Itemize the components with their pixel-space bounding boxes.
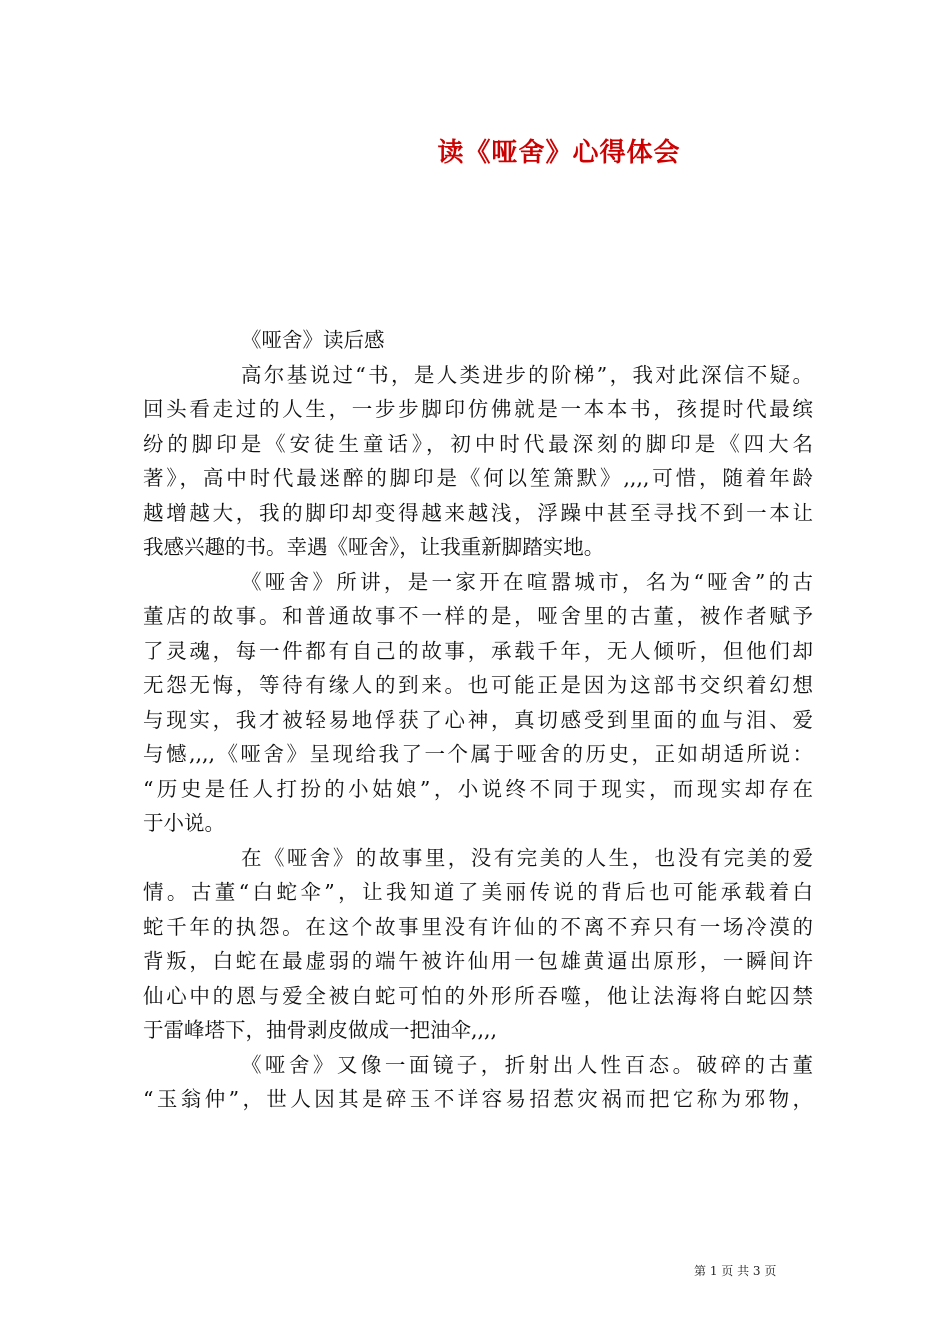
text-line: 蛇千年的执怨。在这个故事里没有许仙的不离不弃只有一场冷漠的 [143, 914, 813, 939]
text-line: 高尔基说过“书，是人类进步的阶梯”，我对此深信不疑。 [241, 362, 813, 387]
text-line: 于小说。 [143, 811, 225, 835]
page-number-footer: 第 1 页 共 3 页 [694, 1264, 777, 1278]
text-line: 《哑舍》又像一面镜子，折射出人性百态。破碎的古董 [241, 1052, 813, 1077]
text-line: “历史是任人打扮的小姑娘”，小说终不同于现实，而现实却存在 [143, 776, 813, 801]
text-line: 于雷峰塔下，抽骨剥皮做成一把油伞,,,, [143, 1018, 498, 1042]
paragraph-1 [143, 358, 813, 565]
text-line: 回头看走过的人生，一步步脚印仿佛就是一本本书，孩提时代最缤 [143, 397, 813, 421]
text-line: 《哑舍》所讲，是一家开在喧嚣城市，名为“哑舍”的古 [241, 569, 813, 594]
paragraph-2 [143, 565, 813, 841]
text-line: 与憾,,,,《哑舍》呈现给我了一个属于哑舍的历史，正如胡适所说： [143, 742, 813, 766]
paragraph-3 [143, 841, 813, 1048]
text-line: 情。古董“白蛇伞”，让我知道了美丽传说的背后也可能承载着白 [143, 880, 813, 904]
text-line: “玉翁仲”，世人因其是碎玉不详容易招惹灾祸而把它称为邪物， [143, 1087, 813, 1111]
page-title: 读《哑舍》心得体会 [437, 138, 681, 168]
text-line: 无怨无悔，等待有缘人的到来。也可能正是因为这部书交织着幻想 [143, 673, 813, 697]
text-line: 与现实，我才被轻易地俘获了心神，真切感受到里面的血与泪、爱 [143, 707, 813, 732]
text-line: 背叛，白蛇在最虚弱的端午被许仙用一包雄黄逼出原形，一瞬间许 [143, 949, 813, 973]
text-line: 纷的脚印是《安徒生童话》，初中时代最深刻的脚印是《四大名 [143, 431, 813, 456]
text-line: 著》，高中时代最迷醉的脚印是《何以笙箫默》,,,,可惜，随着年龄 [143, 466, 813, 490]
article-body [143, 323, 813, 1117]
text-line: 在《哑舍》的故事里，没有完美的人生，也没有完美的爱 [241, 845, 813, 870]
article-subtitle: 《哑舍》读后感 [241, 328, 385, 352]
text-line: 董店的故事。和普通故事不一样的是，哑舍里的古董，被作者赋予 [143, 604, 813, 628]
text-line: 我感兴趣的书。幸遇《哑舍》，让我重新脚踏实地。 [143, 535, 605, 559]
text-line: 越增越大，我的脚印却变得越来越浅，浮躁中甚至寻找不到一本让 [143, 500, 813, 525]
text-line: 仙心中的恩与爱全被白蛇可怕的外形所吞噬，他让法海将白蛇囚禁 [143, 983, 813, 1008]
text-line: 了灵魂，每一件都有自己的故事，承载千年，无人倾听，但他们却 [143, 638, 813, 663]
paragraph-4 [143, 1048, 813, 1117]
